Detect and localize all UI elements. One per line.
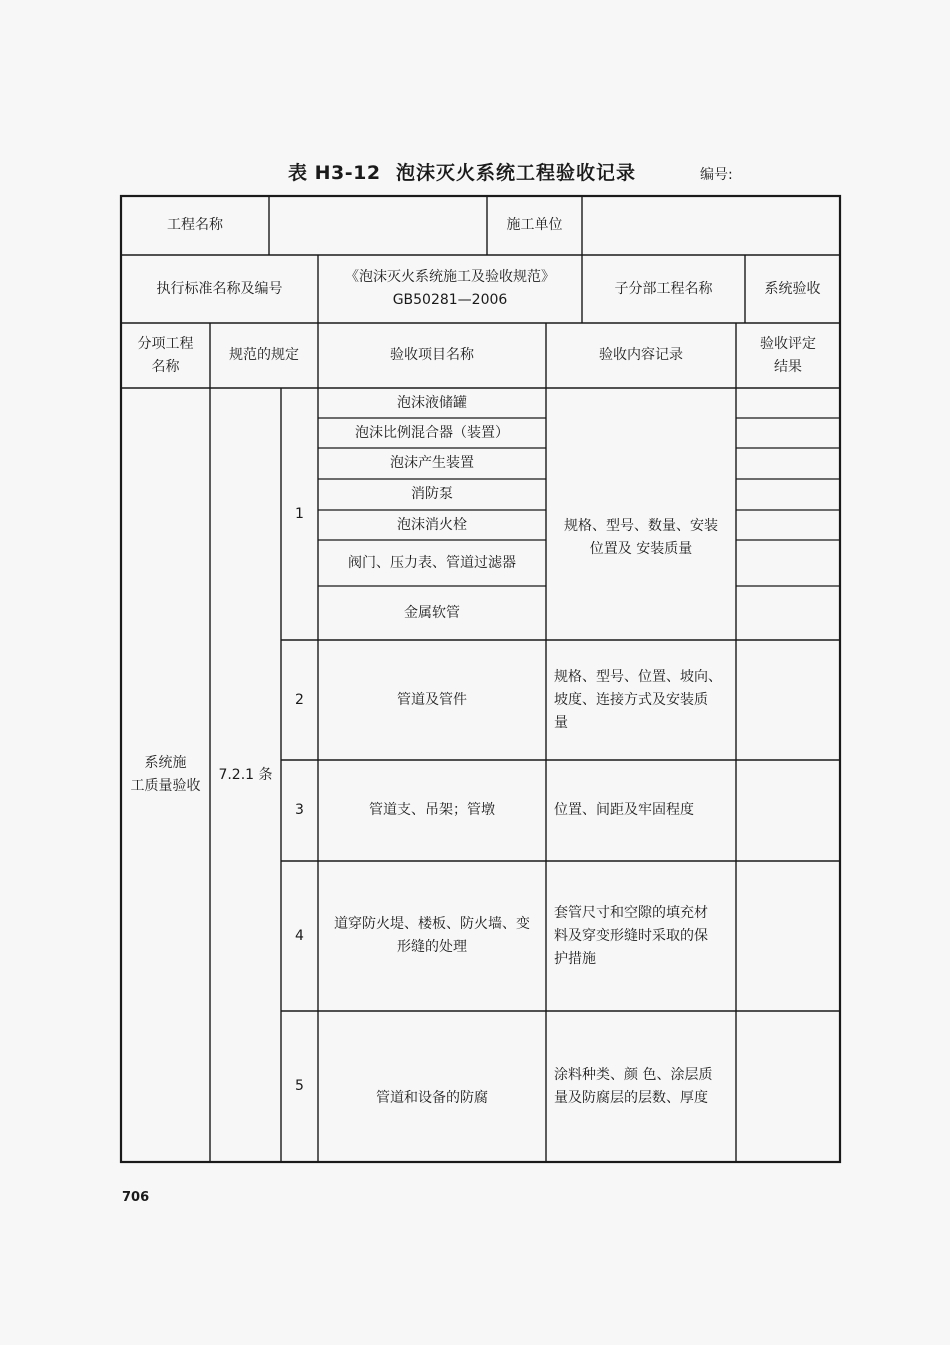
table-row-item: 泡沫产生装置	[390, 455, 474, 471]
number-label: 编号:	[700, 167, 733, 183]
table-row-item: 管道及管件	[397, 691, 467, 708]
col-header-sub-item: 分项工程 名称	[137, 335, 194, 375]
row-number: 3	[295, 802, 304, 818]
row-number: 1	[295, 505, 304, 522]
table-row-item: 泡沫消火栓	[397, 516, 467, 533]
content-record: 涂料种类、颜 色、涂层质 量及防腐层的层数、厚度	[554, 1066, 713, 1106]
row-number: 4	[295, 927, 304, 944]
col-header-item-name: 验收项目名称	[390, 347, 474, 363]
section-name: 系统施 工质量验收	[130, 755, 201, 794]
row-number: 2	[295, 691, 304, 708]
sub-project-value: 系统验收	[764, 280, 821, 297]
project-name-value[interactable]	[269, 196, 487, 255]
construction-unit-value[interactable]	[582, 196, 840, 255]
page-number: 706	[122, 1190, 150, 1205]
table-title: 泡沫灭火系统工程验收记录	[396, 162, 637, 184]
col-header-result: 验收评定 结果	[760, 335, 816, 375]
content-record: 规格、型号、位置、坡向、 坡度、连接方式及安装质 量	[554, 668, 722, 731]
project-name-label: 工程名称	[167, 217, 223, 233]
table-row-item: 金属软管	[404, 604, 460, 621]
section-clause: 7.2.1 条	[218, 766, 273, 783]
content-record: 位置、间距及牢固程度	[554, 802, 694, 818]
col-header-spec-rule: 规范的规定	[229, 347, 299, 363]
sub-project-label: 子分部工程名称	[614, 280, 713, 297]
col-header-content-record: 验收内容记录	[599, 347, 683, 363]
table-row-item: 管道支、吊架；管墩	[369, 802, 495, 818]
table-row-item: 道穿防火堤、楼板、防火墙、变 形缝的处理	[334, 916, 530, 955]
standard-value: 《泡沫灭火系统施工及验收规范》 GB50281—2006	[345, 269, 555, 308]
table-row-item: 管道和设备的防腐	[376, 1090, 488, 1106]
table-row-item: 泡沫液储罐	[397, 394, 467, 411]
content-record: 规格、型号、数量、安装 位置及 安装质量	[564, 518, 718, 557]
table-row-item: 消防泵	[411, 486, 453, 502]
table-row-item: 泡沫比例混合器（装置）	[355, 424, 509, 441]
content-record: 套管尺寸和空隙的填充材 料及穿变形缝时采取的保 护措施	[554, 904, 708, 967]
table-row-item: 阀门、压力表、管道过滤器	[348, 554, 516, 571]
standard-label: 执行标准名称及编号	[156, 280, 283, 297]
construction-unit-label: 施工单位	[506, 217, 563, 233]
table-code: 表 H3-12	[288, 162, 381, 184]
row-number: 5	[295, 1078, 304, 1094]
